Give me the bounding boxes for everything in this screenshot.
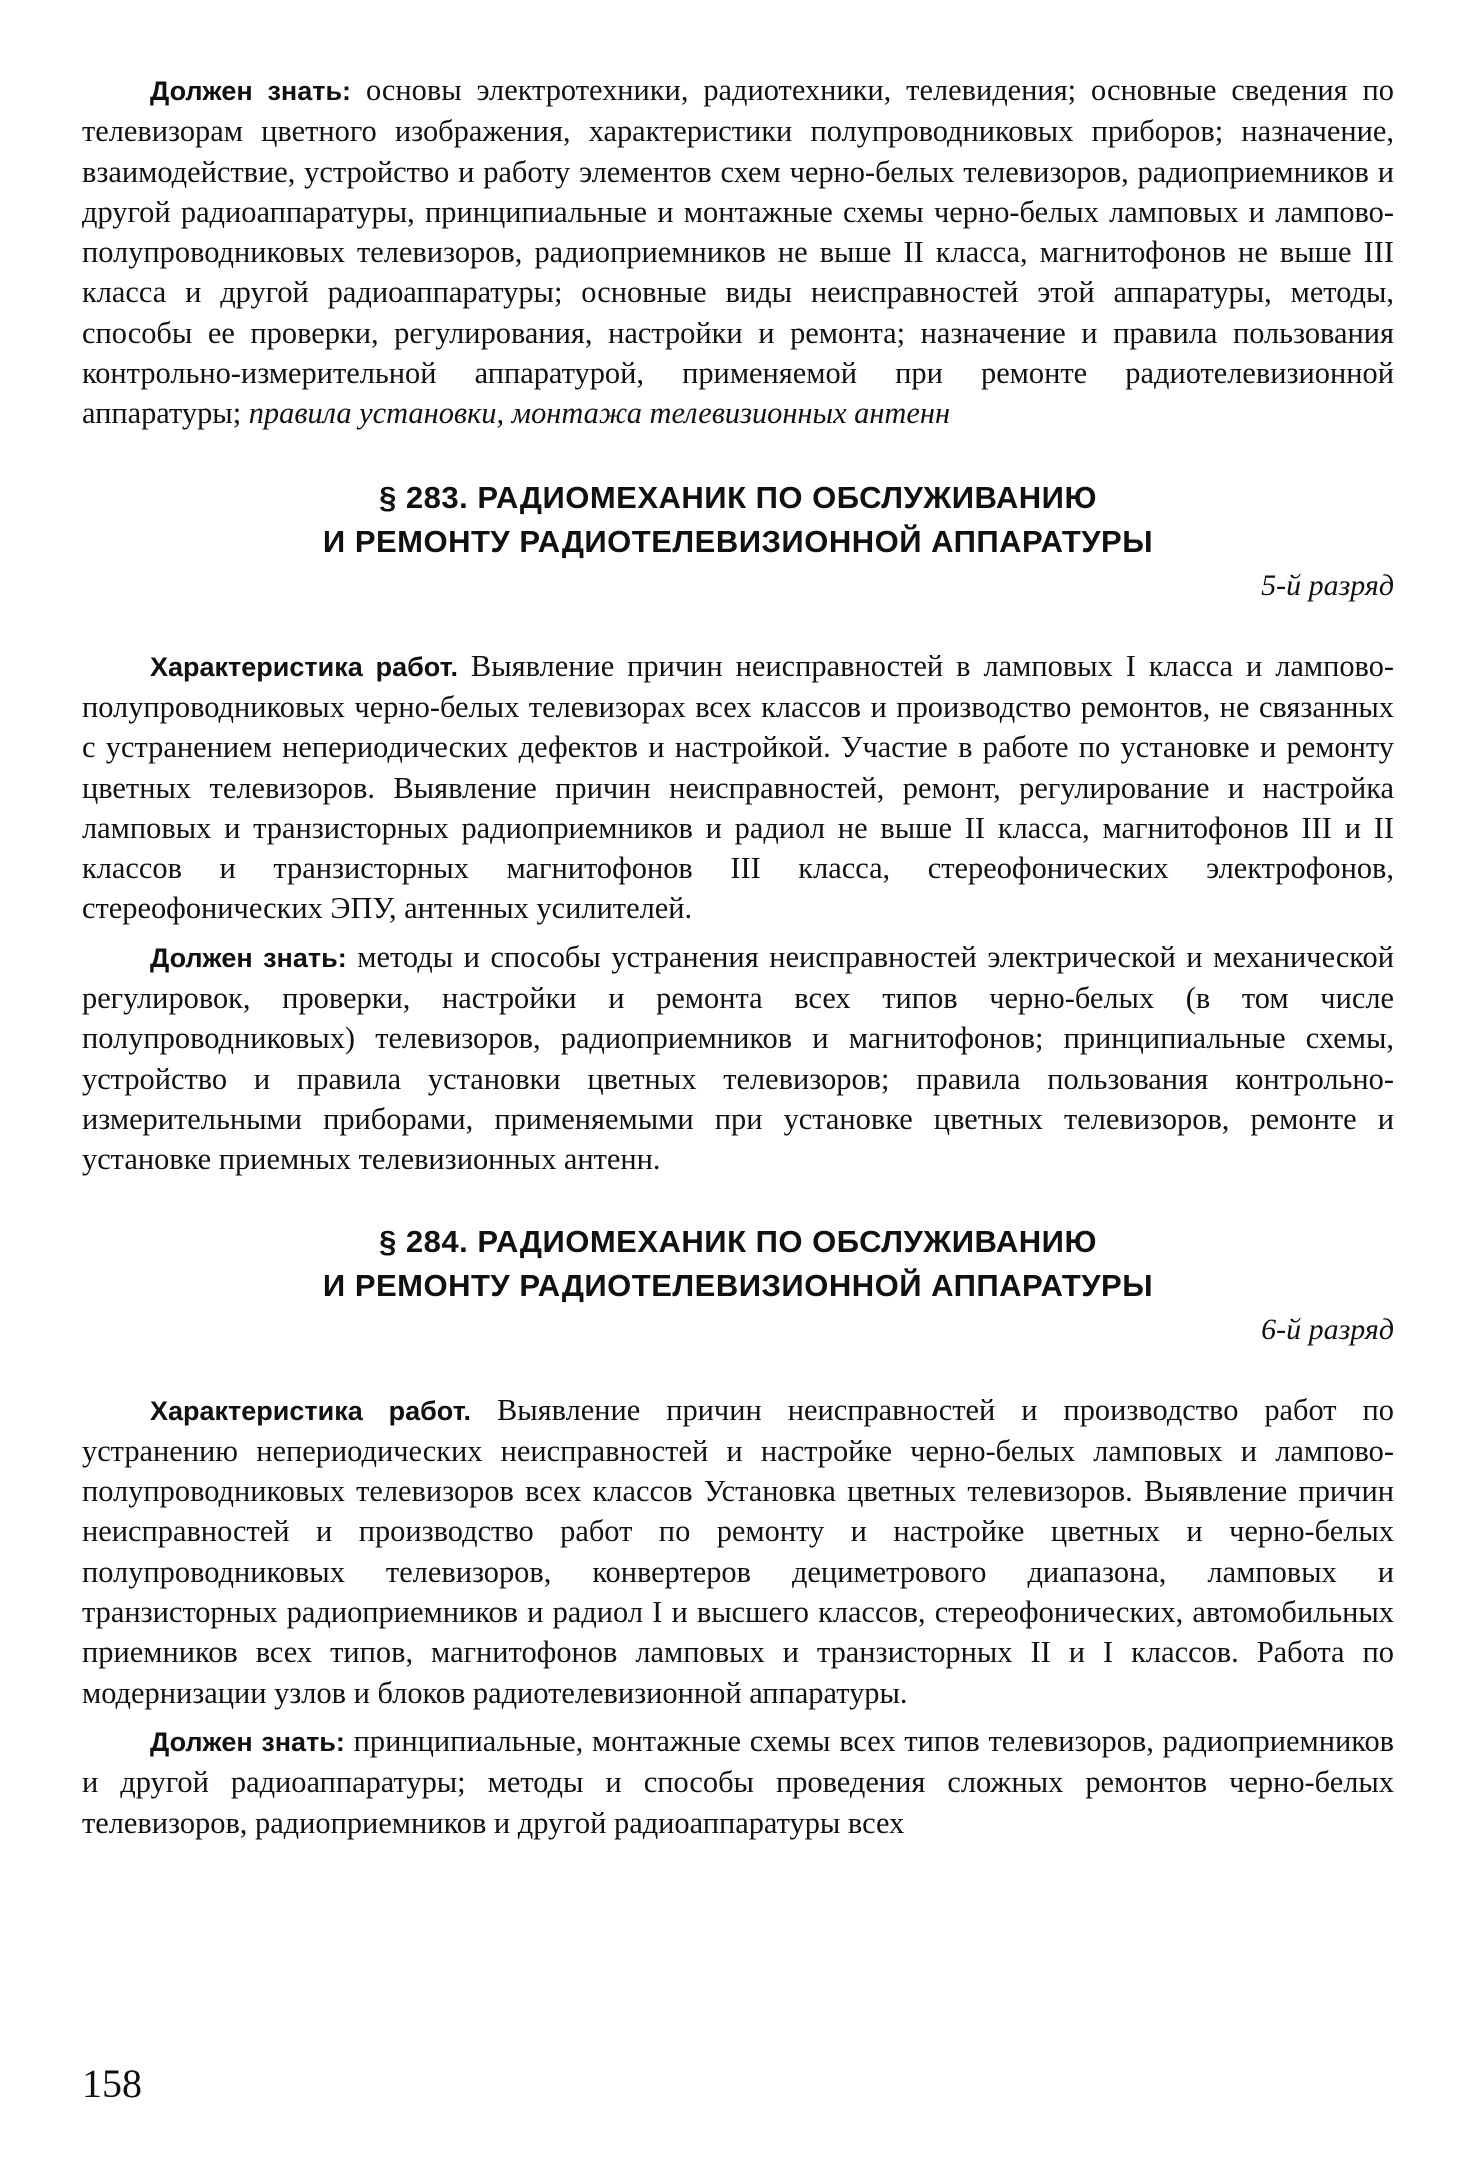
section-284-heading-line2: И РЕМОНТУ РАДИОТЕЛЕВИЗИОННОЙ АППАРАТУРЫ (322, 1267, 1154, 1303)
section-283-heading (82, 476, 1394, 564)
must-know-label: Должен знать: (150, 942, 347, 973)
section-284-work-paragraph (82, 1390, 1394, 1713)
must-know-label: Должен знать: (150, 76, 352, 106)
section-283-grade: 5-й разряд (1261, 568, 1394, 602)
section-284-know-text: принципиальные, монтажные схемы всех типов телевизоров, радиоприемников и другой радиоаппаратуры; методы и способы проведения сложных ремонтов черно-белых телевизоров, радиоприемников и другой радиоаппаратуры всех (82, 1723, 1394, 1840)
section-283-know-paragraph (82, 937, 1394, 1180)
intro-italic-text: правила установки, монтажа телевизионных антенн (248, 396, 951, 431)
section-284-heading-line1: § 284. РАДИОМЕХАНИК ПО ОБСЛУЖИВАНИЮ (379, 1223, 1097, 1259)
intro-text: основы электротехники, радиотехники, телевидения; основные сведения по телевизорам цветного изображения, характеристики полупроводниковых приборов; назначение, взаимодействие, устройство и работу элементов схем черно-белых телевизоров, радиоприемников и другой радиоаппаратуры, принципиальные и монтажные схемы черно-белых ламповых и лампово-полупроводниковых телевизоров, радиоприемников не выше II класса, магнитофонов не выше III класса и другой радиоаппаратуры; основные виды неисправностей этой аппаратуры, методы, способы ее проверки, регулирования, настройки и ремонта; назначение и правила пользования контрольно-измерительной аппаратурой, применяемой при ремонте радиотелевизионной аппаратуры; (82, 73, 1394, 431)
section-284-grade: 6-й разряд (1261, 1312, 1394, 1346)
work-characteristic-label: Характеристика работ. (150, 1395, 471, 1426)
section-283-work-paragraph (82, 646, 1394, 929)
section-283-work-text: Выявление причин неисправностей в ламповых I класса и лампово-полупроводниковых черно-белых телевизорах всех классов и производство ремонтов, не связанных с устранением непериодических дефектов и настройкой. Участие в работе по установке и ремонту цветных телевизоров. Выявление причин неисправностей, ремонт, регулирование и настройка ламповых и транзисторных радиоприемников и радиол не выше II класса, магнитофонов III и II классов и транзисторных магнитофонов III класса, стереофонических электрофонов, стереофонических ЭПУ, антенных усилителей. (82, 648, 1395, 926)
section-283-heading-line2: И РЕМОНТУ РАДИОТЕЛЕВИЗИОННОЙ АППАРАТУРЫ (322, 523, 1154, 559)
work-characteristic-label: Характеристика работ. (150, 651, 458, 682)
section-284-know-paragraph (82, 1721, 1394, 1843)
intro-paragraph (82, 70, 1394, 434)
page-content (82, 70, 1394, 1843)
must-know-label: Должен знать: (150, 1726, 345, 1757)
section-283-know-text: методы и способы устранения неисправностей электрической и механической регулировок, проверки, настройки и ремонта всех типов черно-белых (в том числе полупроводниковых) телевизоров, радиоприемников и магнитофонов; принципиальные схемы, устройство и правила установки цветных телевизоров; правила пользования контрольно-измерительными приборами, применяемыми при установке цветных телевизоров, ремонте и установке приемных телевизионных антенн. (82, 939, 1394, 1177)
section-284-work-text: Выявление причин неисправностей и производство работ по устранению непериодических неисправностей и настройке черно-белых ламповых и лампово-полупроводниковых телевизоров всех классов Установка цветных телевизоров. Выявление причин неисправностей и производство работ по ремонту и настройке цветных и черно-белых полупроводниковых телевизоров, конвертеров дециметрового диапазона, ламповых и транзисторных радиоприемников и радиол I и высшего классов, стереофонических, автомобильных приемников всех типов, магнитофонов ламповых и транзисторных II и I классов. Работа по модернизации узлов и блоков радиотелевизионной аппаратуры. (82, 1392, 1394, 1710)
section-283-heading-line1: § 283. РАДИОМЕХАНИК ПО ОБСЛУЖИВАНИЮ (379, 479, 1097, 515)
page-number: 158 (82, 2061, 142, 2106)
section-284-heading (82, 1220, 1394, 1308)
